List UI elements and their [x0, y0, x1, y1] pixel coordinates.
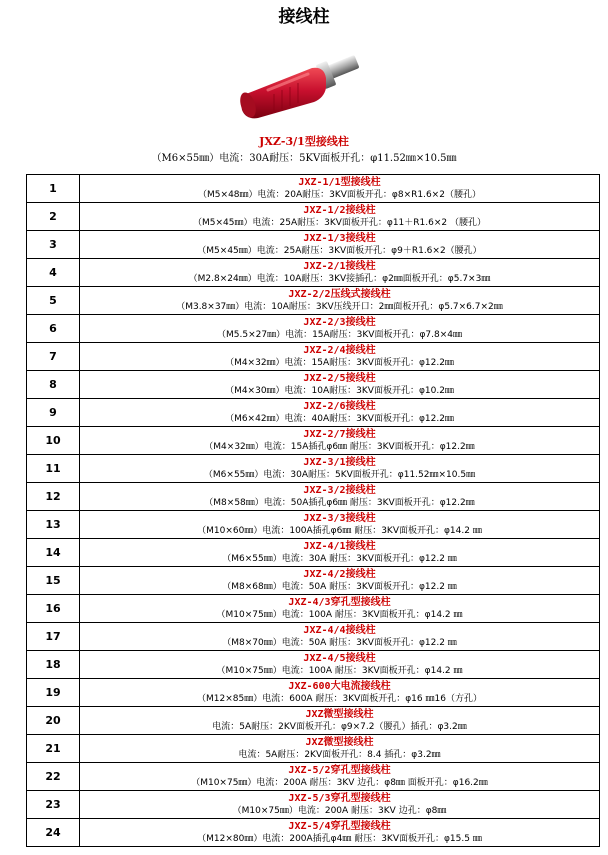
row-description: [80, 623, 600, 651]
model-name: JXZ-1/1型接线柱: [298, 176, 381, 188]
row-index: 1: [27, 175, 80, 203]
featured-model: JXZ-3/1型接线柱: [259, 135, 349, 148]
model-spec: （M6×55㎜）电流：30A 耐压：3KV面板开孔：φ12.2 ㎜: [222, 553, 457, 564]
row-description: [80, 511, 600, 539]
model-name: JXZ-3/2接线柱: [303, 484, 376, 496]
model-name: JXZ-3/1接线柱: [303, 456, 376, 468]
row-description: [80, 595, 600, 623]
row-index: 5: [27, 287, 80, 315]
table-row: [27, 511, 600, 539]
model-spec: （M4×30㎜）电流：10A耐压：3KV面板开孔：φ10.2㎜: [225, 385, 454, 396]
model-spec: （M6×42㎜）电流：40A耐压：3KV面板开孔：φ12.2㎜: [225, 413, 454, 424]
model-spec: （M10×75㎜）电流：200A 耐压：3KV 边孔：φ8㎜ 面板开孔：φ16.2㎜: [191, 777, 488, 788]
row-index: 13: [27, 511, 80, 539]
row-description: [80, 679, 600, 707]
model-spec: （M10×75㎜）电流：100A 耐压：3KV面板开孔：φ14.2 ㎜: [216, 609, 463, 620]
row-index: 12: [27, 483, 80, 511]
row-index: 9: [27, 399, 80, 427]
row-index: 16: [27, 595, 80, 623]
row-description: [80, 791, 600, 819]
row-description: [80, 735, 600, 763]
model-spec: （M10×60㎜）电流：100A插孔φ6㎜ 耐压：3KV面板开孔：φ14.2 ㎜: [197, 525, 482, 536]
model-spec: （M5×48㎜）电流：20A耐压：3KV面板开孔：φ8×R1.6×2（腰孔）: [198, 189, 481, 200]
model-name: JXZ-5/4穿孔型接线柱: [288, 820, 391, 832]
row-index: 3: [27, 231, 80, 259]
table-row: [27, 343, 600, 371]
row-description: [80, 763, 600, 791]
table-row: [27, 707, 600, 735]
table-row: [27, 595, 600, 623]
model-name: JXZ-4/2接线柱: [303, 568, 376, 580]
model-name: JXZ-5/2穿孔型接线柱: [288, 764, 391, 776]
model-spec: （M8×68㎜）电流：50A 耐压：3KV面板开孔：φ12.2 ㎜: [222, 581, 457, 592]
table-row: [27, 287, 600, 315]
row-description: [80, 343, 600, 371]
row-description: [80, 399, 600, 427]
table-row: [27, 455, 600, 483]
model-name: JXZ-2/1接线柱: [303, 260, 376, 272]
row-index: 17: [27, 623, 80, 651]
row-index: 15: [27, 567, 80, 595]
binding-post-photo: [228, 32, 368, 132]
model-spec: （M4×32㎜）电流：15A耐压：3KV面板开孔：φ12.2㎜: [225, 357, 454, 368]
row-description: [80, 483, 600, 511]
model-name: JXZ-2/5接线柱: [303, 372, 376, 384]
model-spec: （M6×55㎜）电流：30A耐压：5KV面板开孔：φ11.52㎜×10.5㎜: [203, 469, 476, 480]
model-name: JXZ-4/3穿孔型接线柱: [288, 596, 391, 608]
model-name: JXZ-3/3接线柱: [303, 512, 376, 524]
model-name: JXZ-1/3接线柱: [303, 232, 376, 244]
row-description: [80, 427, 600, 455]
table-row: [27, 623, 600, 651]
model-name: JXZ微型接线柱: [305, 736, 374, 748]
model-spec: （M10×75㎜）电流：100A 耐压：3KV面板开孔：φ14.2 ㎜: [216, 665, 463, 676]
row-index: 22: [27, 763, 80, 791]
table-row: [27, 651, 600, 679]
page-title: 接线柱: [278, 7, 330, 27]
table-row: [27, 539, 600, 567]
model-name: JXZ-4/4接线柱: [303, 624, 376, 636]
model-spec: （M8×70㎜）电流：50A 耐压：3KV面板开孔：φ12.2 ㎜: [222, 637, 457, 648]
row-index: 6: [27, 315, 80, 343]
row-index: 2: [27, 203, 80, 231]
model-name: JXZ-2/2压线式接线柱: [288, 288, 391, 300]
row-index: 8: [27, 371, 80, 399]
row-index: 24: [27, 819, 80, 847]
model-spec: （M2.8×24㎜）电流：10A耐压：3KV接插孔：φ2㎜面板开孔：φ5.7×3㎜: [188, 273, 491, 284]
table-row: [27, 679, 600, 707]
table-row: [27, 483, 600, 511]
row-description: [80, 567, 600, 595]
table-row: [27, 791, 600, 819]
row-description: [80, 371, 600, 399]
table-row: [27, 763, 600, 791]
model-name: JXZ-600大电流接线柱: [288, 680, 391, 692]
row-index: 21: [27, 735, 80, 763]
spec-table: [26, 174, 600, 847]
row-index: 18: [27, 651, 80, 679]
model-name: JXZ-1/2接线柱: [303, 204, 376, 216]
table-row: [27, 819, 600, 847]
model-spec: （M5×45㎜）电流：25A耐压：3KV面板开孔：φ11＋R1.6×2 （腰孔）: [193, 217, 486, 228]
row-index: 7: [27, 343, 80, 371]
table-row: [27, 735, 600, 763]
model-spec: 电流：5A耐压：2KV面板开孔：8.4 插孔：φ3.2㎜: [238, 749, 441, 760]
row-index: 4: [27, 259, 80, 287]
model-spec: （M4×32㎜）电流：15A插孔φ6㎜ 耐压：3KV面板开孔：φ12.2㎜: [204, 441, 475, 452]
model-spec: （M10×75㎜）电流：200A 耐压：3KV 边孔：φ8㎜: [232, 805, 447, 816]
model-spec: （M12×85㎜）电流：600A 耐压：3KV面板开孔：φ16 ㎜16（方孔）: [197, 693, 482, 704]
row-description: [80, 539, 600, 567]
table-row: [27, 567, 600, 595]
table-row: [27, 203, 600, 231]
row-description: [80, 707, 600, 735]
table-row: [27, 399, 600, 427]
row-description: [80, 259, 600, 287]
table-row: [27, 231, 600, 259]
model-name: JXZ-4/5接线柱: [303, 652, 376, 664]
row-index: 14: [27, 539, 80, 567]
model-spec: （M3.8×37㎜）电流：10A耐压：3KV压线开口：2㎜面板开孔：φ5.7×6.7×2㎜: [176, 301, 503, 312]
table-row: [27, 175, 600, 203]
model-name: JXZ-4/1接线柱: [303, 540, 376, 552]
row-description: [80, 455, 600, 483]
row-description: [80, 287, 600, 315]
model-spec: （M5×45㎜）电流：25A耐压：3KV面板开孔：φ9＋R1.6×2（腰孔）: [197, 245, 482, 256]
row-index: 19: [27, 679, 80, 707]
featured-spec: （M6×55㎜）电流：30A耐压：5KV面板开孔：φ11.52㎜×10.5㎜: [151, 153, 457, 164]
table-row: [27, 427, 600, 455]
row-description: [80, 203, 600, 231]
row-index: 23: [27, 791, 80, 819]
model-name: JXZ-5/3穿孔型接线柱: [288, 792, 391, 804]
row-index: 10: [27, 427, 80, 455]
table-row: [27, 259, 600, 287]
model-spec: （M12×80㎜）电流：200A插孔φ4㎜ 耐压：3KV面板开孔：φ15.5 ㎜: [197, 833, 482, 844]
model-name: JXZ-2/7接线柱: [303, 428, 376, 440]
table-row: [27, 315, 600, 343]
row-description: [80, 231, 600, 259]
row-index: 11: [27, 455, 80, 483]
row-description: [80, 651, 600, 679]
model-spec: 电流：5A耐压：2KV面板开孔：φ9×7.2（腰孔）插孔：φ3.2㎜: [212, 721, 467, 732]
model-name: JXZ微型接线柱: [305, 708, 374, 720]
model-name: JXZ-2/6接线柱: [303, 400, 376, 412]
row-description: [80, 175, 600, 203]
model-spec: （M5.5×27㎜）电流：15A耐压：3KV面板开孔：φ7.8×4㎜: [217, 329, 462, 340]
row-index: 20: [27, 707, 80, 735]
row-description: [80, 819, 600, 847]
table-row: [27, 371, 600, 399]
model-spec: （M8×58㎜）电流：50A插孔φ6㎜ 耐压：3KV面板开孔：φ12.2㎜: [204, 497, 475, 508]
row-description: [80, 315, 600, 343]
model-name: JXZ-2/4接线柱: [303, 344, 376, 356]
model-name: JXZ-2/3接线柱: [303, 316, 376, 328]
